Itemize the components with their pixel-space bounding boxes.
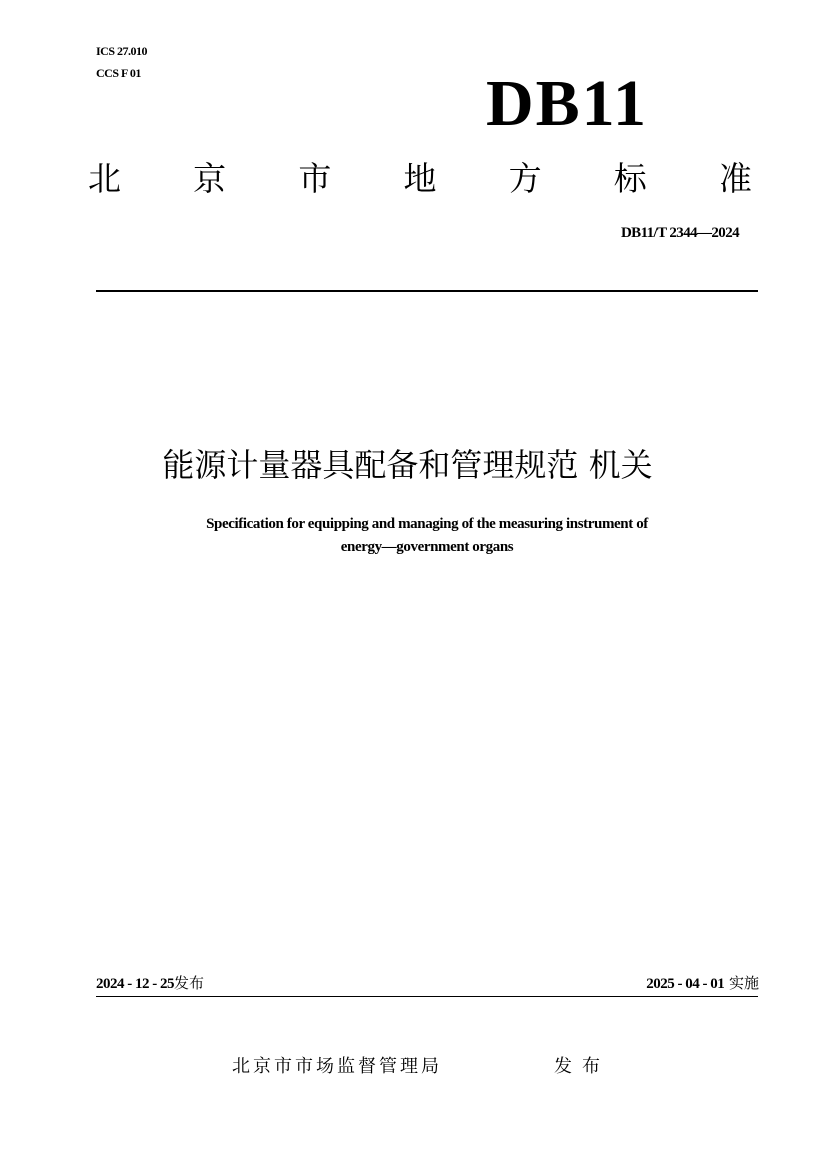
standard-name-char: 市 (298, 159, 332, 198)
standard-name-char: 标 (613, 159, 647, 198)
standard-name-char: 地 (403, 159, 437, 198)
standard-number: DB11/T 2344—2024 (620, 225, 739, 241)
ccs-code: CCS F 01 (96, 66, 141, 80)
standard-name-char: 方 (508, 159, 542, 198)
standard-name-char: 京 (193, 159, 227, 198)
db-logo: DB11 (486, 67, 649, 140)
standard-category-name (88, 154, 752, 204)
issuing-authority: 北京市市场监督管理局 (232, 1056, 442, 1077)
issuing-action: 发布 (554, 1056, 610, 1077)
issue-label: 发布 (174, 974, 205, 992)
english-title-line-1: Specification for equipping and managing of the measuring instrument of (206, 516, 648, 532)
implementation-date: 2025 - 04 - 01 (646, 976, 725, 992)
issue-date: 2024 - 12 - 25 (96, 976, 174, 992)
document-title-english (90, 513, 764, 559)
ics-code: ICS 27.010 (96, 44, 148, 58)
top-divider (96, 290, 758, 292)
standard-name-char: 准 (718, 159, 752, 198)
english-title-line-2: energy—government organs (340, 539, 514, 555)
document-title-chinese: 能源计量器具配备和管理规范 机关 (162, 446, 653, 484)
issue-date-block (96, 972, 204, 995)
bottom-divider (96, 996, 758, 997)
classification-codes (96, 40, 147, 84)
implementation-date-block (646, 972, 759, 995)
implementation-label: 实施 (728, 974, 759, 992)
standard-name-char: 北 (88, 159, 121, 198)
